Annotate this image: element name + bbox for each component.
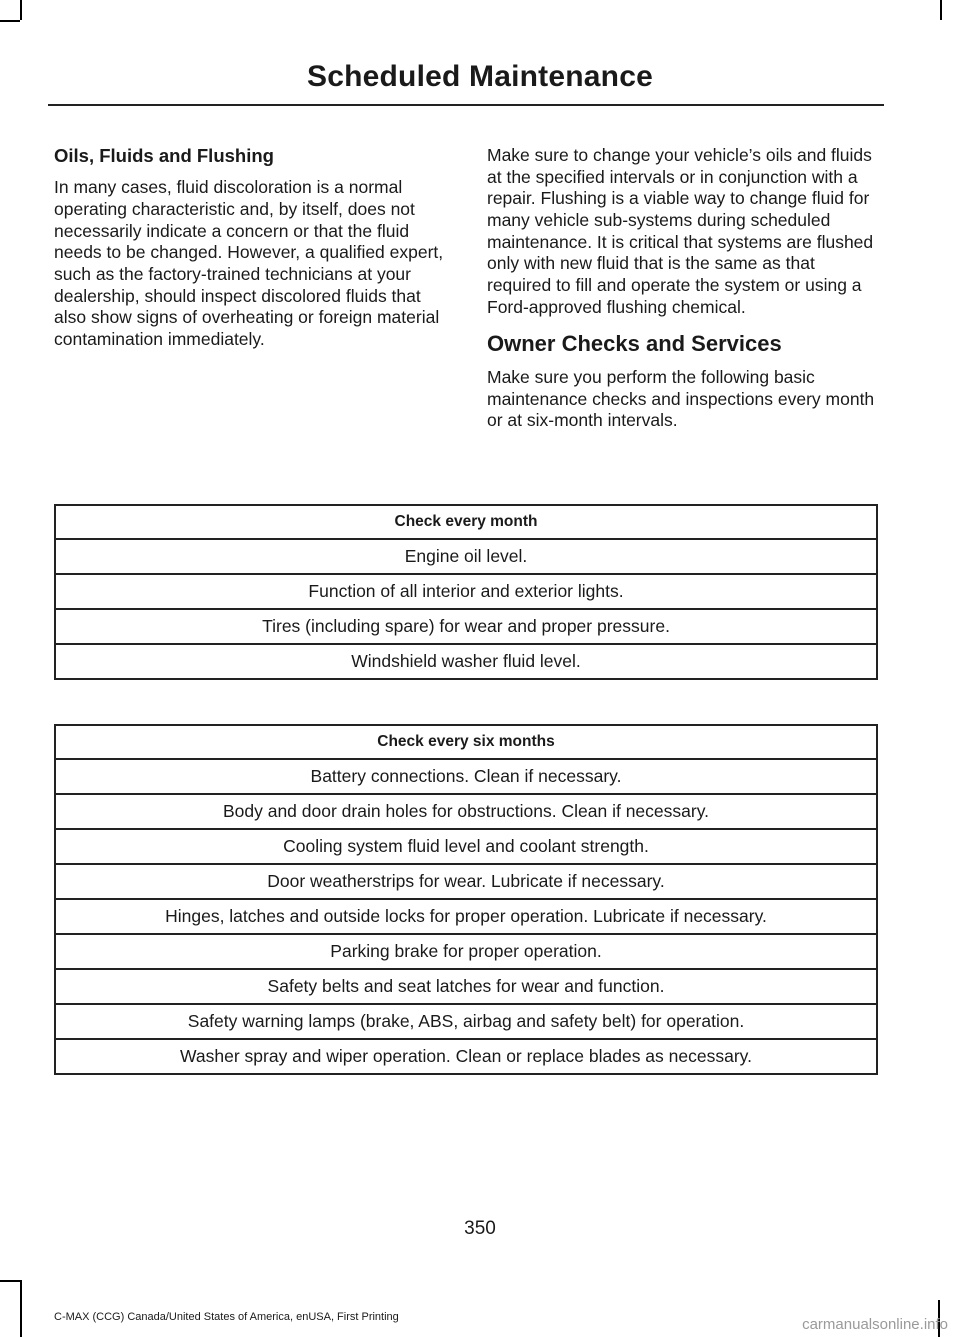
table-row: [55, 864, 877, 899]
table-cell: Safety belts and seat latches for wear and function.: [55, 969, 877, 1004]
table-cell: Safety warning lamps (brake, ABS, airbag and safety belt) for operation.: [55, 1004, 877, 1039]
table-row: [55, 1004, 877, 1039]
crop-mark: [20, 1280, 22, 1337]
paragraph: Make sure to change your vehicle’s oils and fluids at the specified intervals or in conjunction with a repair. Flushing is a viable way to change fluid for many vehicle sub-systems during scheduled maintenance. It is critical that systems are flushed only with new fluid that is the same as that required to fill and operate the system or using a Ford-approved flushing chemical.: [487, 145, 874, 317]
table-cell: Battery connections. Clean if necessary.: [55, 759, 877, 794]
table-cell: Windshield washer fluid level.: [55, 644, 877, 679]
monthly-checks-table: [54, 504, 878, 680]
table-header: Check every six months: [55, 725, 877, 759]
table-cell: Function of all interior and exterior lights.: [55, 574, 877, 609]
table-cell: Cooling system fluid level and coolant strength.: [55, 829, 877, 864]
table-row: [55, 609, 877, 644]
crop-mark: [20, 0, 22, 20]
table-row: [55, 759, 877, 794]
page-number: 350: [464, 1218, 496, 1239]
table-cell: Door weatherstrips for wear. Lubricate if necessary.: [55, 864, 877, 899]
publication-info: C-MAX (CCG) Canada/United States of America, enUSA, First Printing: [54, 1311, 399, 1323]
table-row: [55, 644, 877, 679]
table-cell: Washer spray and wiper operation. Clean or replace blades as necessary.: [55, 1039, 877, 1074]
table-cell: Body and door drain holes for obstructions. Clean if necessary.: [55, 794, 877, 829]
paragraph: In many cases, fluid discoloration is a normal operating characteristic and, by itself, does not necessarily indicate a concern or that the fluid needs to be changed. However, a qualified expert, such as the factory-trained technicians at your dealership, should inspect discolored fluids that also show signs of overheating or foreign material contamination immediately.: [54, 177, 444, 349]
crop-mark: [940, 0, 942, 20]
table-row: [55, 574, 877, 609]
table-row: [55, 934, 877, 969]
table-row: [55, 1039, 877, 1074]
watermark[interactable]: carmanualsonline.info: [802, 1316, 948, 1333]
table-row: [55, 829, 877, 864]
table-row: [55, 899, 877, 934]
paragraph: Make sure you perform the following basic maintenance checks and inspections every month or at six-month intervals.: [487, 366, 875, 431]
table-row: [55, 539, 877, 574]
crop-mark: [0, 1280, 20, 1282]
section-heading: Oils, Fluids and Flushing: [54, 145, 274, 166]
title-divider: [48, 104, 884, 106]
crop-mark: [0, 20, 20, 22]
table-row: [55, 969, 877, 1004]
table-cell: Parking brake for proper operation.: [55, 934, 877, 969]
right-column: [487, 145, 883, 444]
page-title: Scheduled Maintenance: [307, 60, 653, 93]
section-heading: Owner Checks and Services: [487, 330, 782, 356]
table-cell: Hinges, latches and outside locks for proper operation. Lubricate if necessary.: [55, 899, 877, 934]
table-cell: Engine oil level.: [55, 539, 877, 574]
left-column: [54, 145, 450, 363]
table-header: Check every month: [55, 505, 877, 539]
six-month-checks-table: [54, 724, 878, 1075]
table-row: [55, 794, 877, 829]
table-cell: Tires (including spare) for wear and proper pressure.: [55, 609, 877, 644]
